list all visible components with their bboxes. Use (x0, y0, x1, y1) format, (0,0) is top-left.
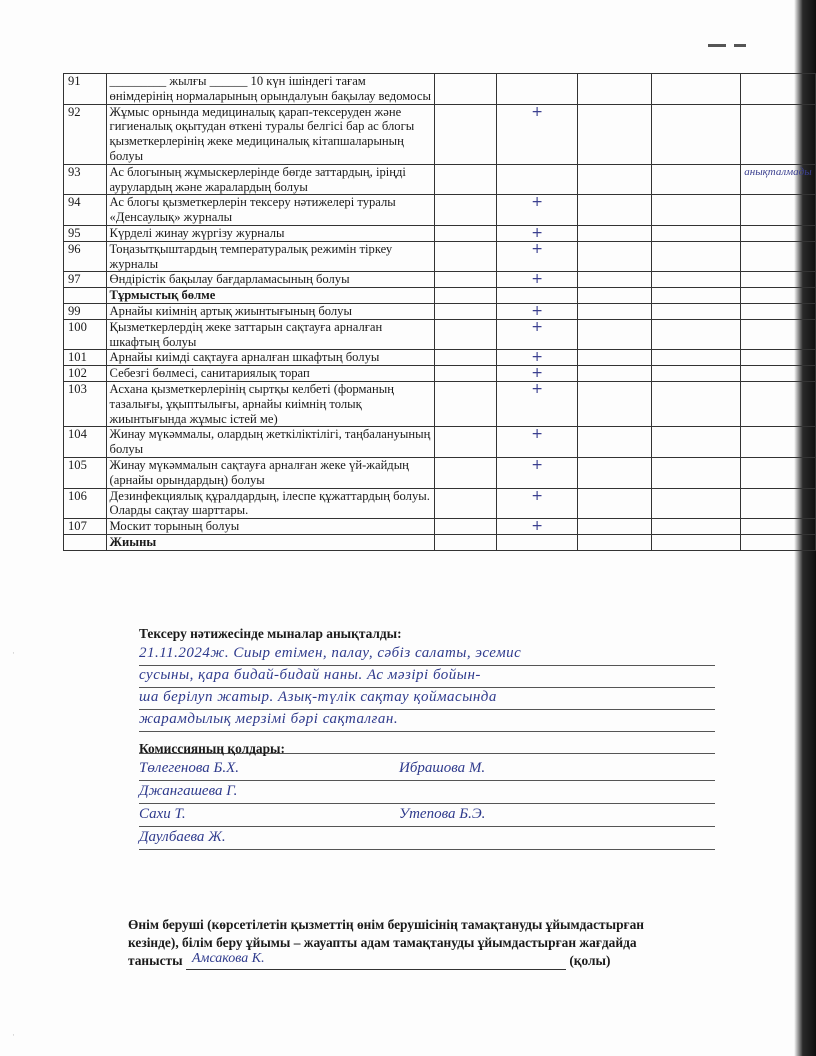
row-number: 107 (64, 519, 107, 535)
table-row (64, 319, 816, 350)
cell-empty (435, 288, 496, 304)
margin-tick: · (12, 648, 15, 658)
check-mark (496, 534, 577, 550)
row-description: Жұмыс орнында медициналық қарап-тексеруден және гигиеналық оқытудан өткені туралы белгісі бар ас блогы қызметкерлерінің жеке медициналық кітапшаларының болуы (106, 104, 435, 164)
row-number: 106 (64, 488, 107, 519)
cell-empty (435, 195, 496, 226)
footer-line-2: кезінде), білім беру ұйымы – жауапты адам тамақтануды ұйымдастырған жағдайда (128, 935, 637, 950)
row-description: Жиыны (106, 534, 435, 550)
handwritten-note (740, 366, 815, 382)
check-mark: + (496, 272, 577, 288)
cell-empty (652, 366, 741, 382)
row-number: 93 (64, 164, 107, 195)
check-mark: + (496, 225, 577, 241)
table-row (64, 366, 816, 382)
handwritten-note (740, 288, 815, 304)
cell-empty (578, 272, 652, 288)
check-mark: + (496, 104, 577, 164)
signature-line (139, 758, 715, 781)
handwritten-note (740, 225, 815, 241)
scan-mark (734, 44, 746, 47)
table-row (64, 350, 816, 366)
check-mark: + (496, 195, 577, 226)
table-row (64, 381, 816, 426)
row-description: Жинау мүкәммалын сақтауға арналған жеке үй-жайдың (арнайы орындардың) болуы (106, 457, 435, 488)
table-row (64, 488, 816, 519)
check-mark: + (496, 427, 577, 458)
row-number (64, 534, 107, 550)
cell-empty (652, 225, 741, 241)
footer-line-3 (128, 952, 728, 970)
row-description: Жинау мүкәммалы, олардың жеткіліктілігі, таңбалануының болуы (106, 427, 435, 458)
check-mark (496, 288, 577, 304)
cell-empty (652, 288, 741, 304)
signature-left: Сахи Т. (139, 806, 186, 822)
scan-mark (708, 44, 726, 47)
cell-empty (652, 519, 741, 535)
cell-empty (652, 272, 741, 288)
table-row (64, 164, 816, 195)
row-number: 99 (64, 303, 107, 319)
row-description: Қызметкерлердің жеке заттарын сақтауға арналған шкафтың болуы (106, 319, 435, 350)
cell-empty (578, 366, 652, 382)
cell-empty (435, 427, 496, 458)
cell-empty (435, 534, 496, 550)
findings-label: Тексеру нәтижесінде мыналар анықталды: (139, 626, 402, 641)
row-number: 92 (64, 104, 107, 164)
table-row (64, 457, 816, 488)
row-description: Тұрмыстық бөлме (106, 288, 435, 304)
row-description: Өндірістік бақылау бағдарламасының болуы (106, 272, 435, 288)
check-mark (496, 164, 577, 195)
handwritten-note (740, 457, 815, 488)
handwritten-note (740, 104, 815, 164)
handwritten-note (740, 272, 815, 288)
row-number: 91 (64, 74, 107, 105)
table-row (64, 241, 816, 272)
handwritten-note (740, 350, 815, 366)
section-row (64, 288, 816, 304)
cell-empty (652, 534, 741, 550)
table-row (64, 225, 816, 241)
row-description: Москит торының болуы (106, 519, 435, 535)
findings-handwritten-line: 21.11.2024ж. Сиыр етімен, палау, сәбіз салаты, эсемис (139, 643, 715, 666)
row-number: 94 (64, 195, 107, 226)
check-mark: + (496, 241, 577, 272)
row-number: 100 (64, 319, 107, 350)
cell-empty (578, 241, 652, 272)
cell-empty (435, 272, 496, 288)
row-description: Дезинфекциялық құралдардың, ілеспе құжаттардың болуы. Оларды сақтау шарттары. (106, 488, 435, 519)
handwritten-note (740, 534, 815, 550)
table-row (64, 74, 816, 105)
table-row (64, 427, 816, 458)
findings-handwritten-line: жарамдылық мерзімі бәрі сақталған. (139, 709, 715, 732)
signature-right: Утепова Б.Э. (399, 806, 486, 822)
check-mark: + (496, 319, 577, 350)
row-number: 95 (64, 225, 107, 241)
cell-empty (652, 74, 741, 105)
findings-handwritten-line: сусыны, қара бидай-бидай наны. Ас мәзірі бойын- (139, 665, 715, 688)
total-row (64, 534, 816, 550)
cell-empty (652, 303, 741, 319)
cell-empty (435, 319, 496, 350)
cell-empty (578, 534, 652, 550)
row-description: Асхана қызметкерлерінің сыртқы келбеті (форманың тазалығы, ұқыптылығы, арнайы киімнің толық жиынтығында жұмыс істей ме) (106, 381, 435, 426)
row-description: _________ жылғы ______ 10 күн ішіндегі тағам өнімдерінің нормаларының орындалуын бақылау ведомосы (106, 74, 435, 105)
cell-empty (578, 104, 652, 164)
table-row (64, 519, 816, 535)
handwritten-note: анықталмады (740, 164, 815, 195)
cell-empty (652, 164, 741, 195)
cell-empty (652, 427, 741, 458)
handwritten-note (740, 519, 815, 535)
signature-left: Төлегенова Б.Х. (139, 760, 240, 776)
cell-empty (652, 241, 741, 272)
cell-empty (652, 350, 741, 366)
cell-empty (435, 164, 496, 195)
cell-empty (578, 519, 652, 535)
check-mark: + (496, 303, 577, 319)
check-mark: + (496, 488, 577, 519)
row-number: 105 (64, 457, 107, 488)
check-mark: + (496, 519, 577, 535)
row-description: Тоңазытқыштардың температуралық режимін тіркеу журналы (106, 241, 435, 272)
margin-tick: · (12, 1030, 15, 1040)
handwritten-note (740, 195, 815, 226)
cell-empty (435, 303, 496, 319)
cell-empty (435, 519, 496, 535)
handwritten-note (740, 303, 815, 319)
table-row (64, 272, 816, 288)
cell-empty (578, 288, 652, 304)
cell-empty (578, 488, 652, 519)
cell-empty (652, 457, 741, 488)
cell-empty (435, 350, 496, 366)
row-description: Ас блогының жұмыскерлерінде бөгде заттардың, іріңді аурулардың және жаралардың болуы (106, 164, 435, 195)
cell-empty (435, 457, 496, 488)
check-mark (496, 74, 577, 105)
handwritten-note (740, 241, 815, 272)
signer-name: Амсакова К. (191, 951, 265, 966)
signatures-label: Комиссияның қолдары: (139, 741, 285, 756)
check-mark: + (496, 350, 577, 366)
row-number (64, 288, 107, 304)
cell-empty (578, 319, 652, 350)
cell-empty (652, 488, 741, 519)
table-row (64, 195, 816, 226)
row-number: 104 (64, 427, 107, 458)
cell-empty (578, 381, 652, 426)
cell-empty (652, 381, 741, 426)
handwritten-note (740, 319, 815, 350)
row-number: 101 (64, 350, 107, 366)
cell-empty (578, 195, 652, 226)
cell-empty (652, 319, 741, 350)
findings-handwritten-line: ша берілуп жатыр. Азық-түлік сақтау қоймасында (139, 687, 715, 710)
handwritten-note (740, 488, 815, 519)
checklist-table (63, 73, 816, 551)
cell-empty (578, 164, 652, 195)
table-row (64, 303, 816, 319)
signer-field (186, 953, 566, 970)
signature-left: Даулбаева Ж. (139, 829, 226, 845)
row-number: 103 (64, 381, 107, 426)
cell-empty (435, 366, 496, 382)
cell-empty (578, 225, 652, 241)
cell-empty (578, 303, 652, 319)
row-number: 97 (64, 272, 107, 288)
signature-left: Джангашева Г. (139, 783, 238, 799)
check-mark: + (496, 366, 577, 382)
signature-line (139, 804, 715, 827)
cell-empty (652, 195, 741, 226)
row-description: Арнайы киімді сақтауға арналған шкафтың болуы (106, 350, 435, 366)
cell-empty (435, 241, 496, 272)
footer-suffix: (қолы) (569, 953, 611, 968)
row-description: Ас блогы қызметкерлерін тексеру нәтижелері туралы «Денсаулық» журналы (106, 195, 435, 226)
check-mark: + (496, 381, 577, 426)
row-description: Күрделі жинау жүргізу журналы (106, 225, 435, 241)
footer-prefix: танысты (128, 953, 183, 968)
handwritten-note (740, 74, 815, 105)
row-number: 102 (64, 366, 107, 382)
cell-empty (435, 381, 496, 426)
table-row (64, 104, 816, 164)
footer-acknowledgement (128, 916, 728, 970)
check-mark: + (496, 457, 577, 488)
cell-empty (578, 74, 652, 105)
cell-empty (435, 104, 496, 164)
cell-empty (652, 104, 741, 164)
signature-right: Ибрашова М. (399, 760, 486, 776)
cell-empty (435, 225, 496, 241)
cell-empty (578, 350, 652, 366)
cell-empty (435, 488, 496, 519)
footer-line-1: Өнім беруші (көрсетілетін қызметтің өнім берушісінің тамақтануды ұйымдастырған (128, 917, 645, 932)
row-description: Арнайы киімнің артық жиынтығының болуы (106, 303, 435, 319)
signature-line (139, 781, 715, 804)
row-number: 96 (64, 241, 107, 272)
cell-empty (435, 74, 496, 105)
row-description: Себезгі бөлмесі, санитариялық торап (106, 366, 435, 382)
handwritten-note (740, 427, 815, 458)
cell-empty (578, 427, 652, 458)
cell-empty (578, 457, 652, 488)
signature-line (139, 827, 715, 850)
handwritten-note (740, 381, 815, 426)
